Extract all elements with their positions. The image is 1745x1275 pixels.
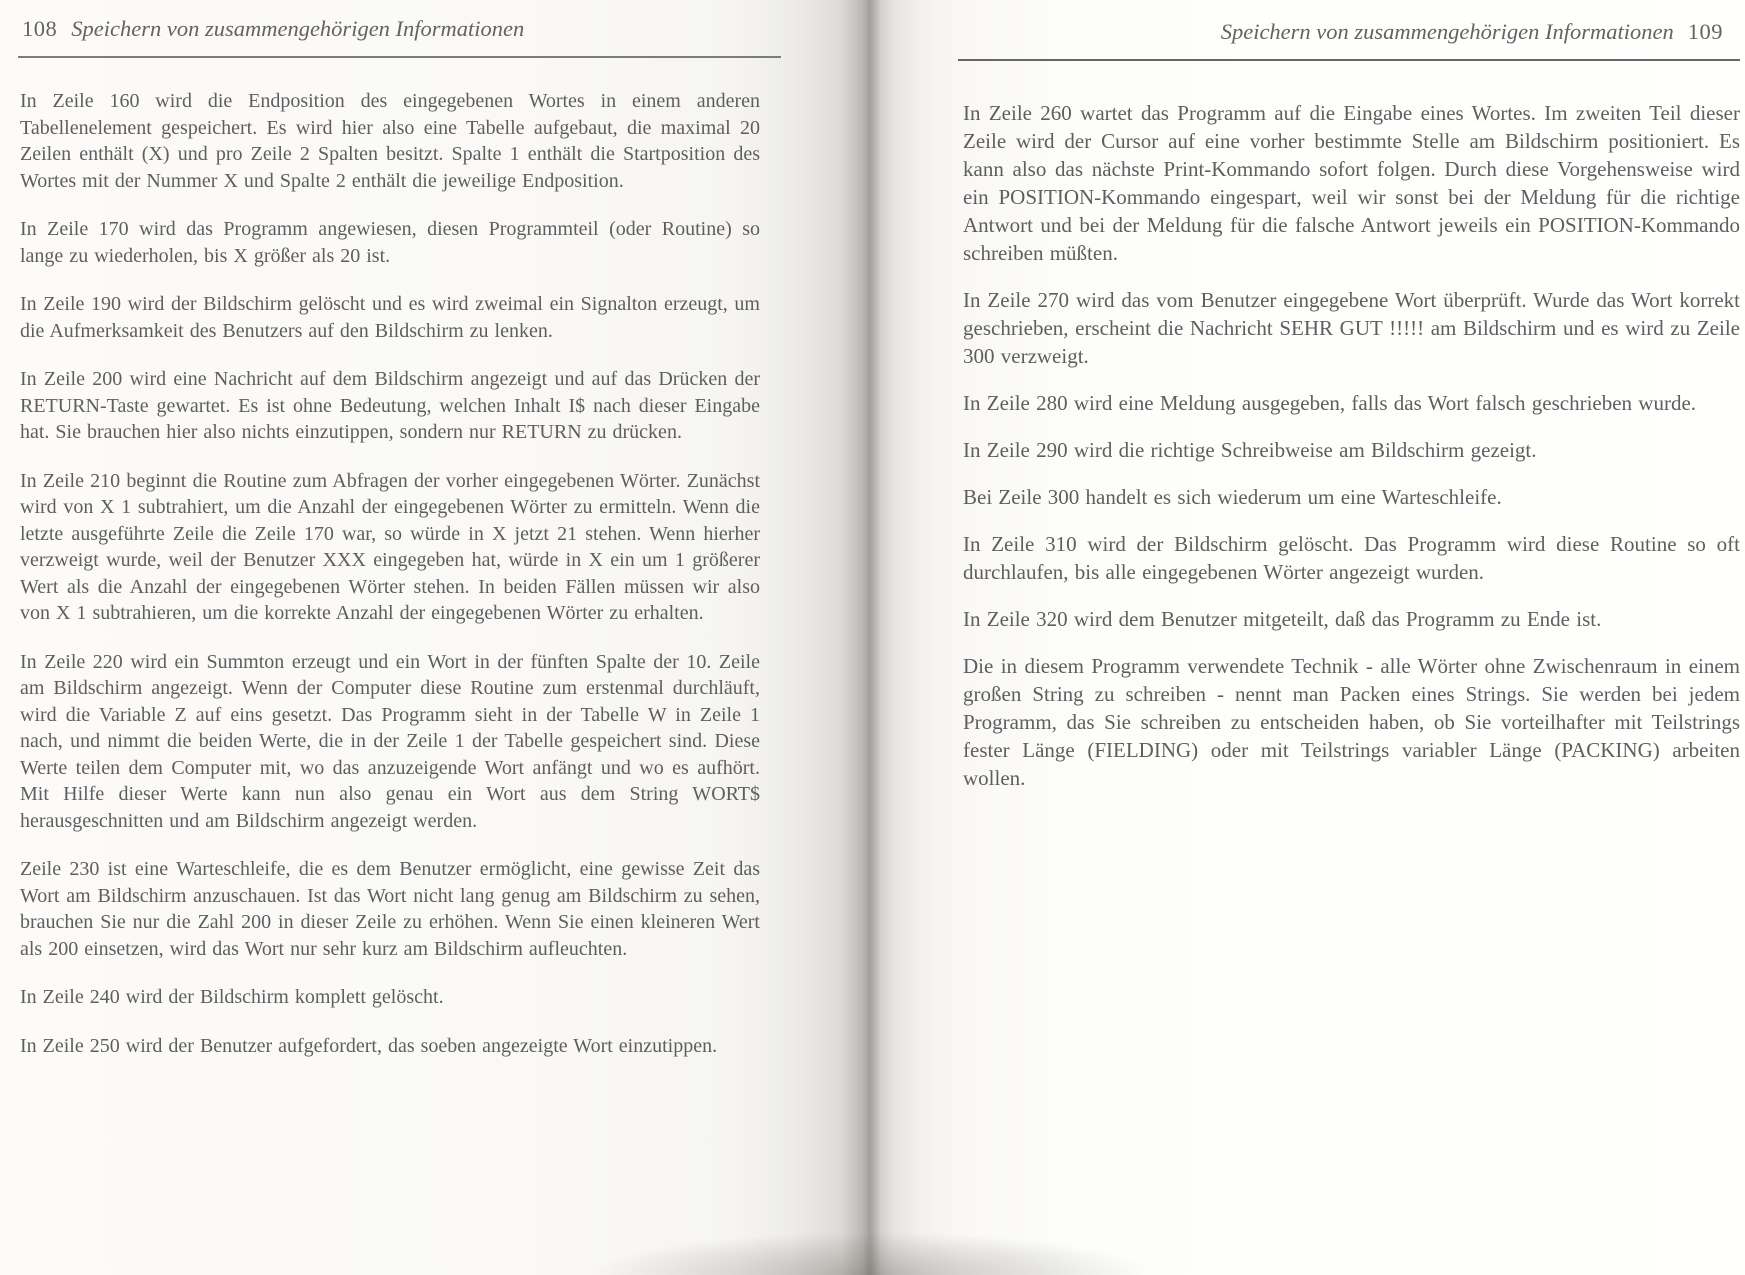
paragraph: In Zeile 160 wird die Endposition des eingegebenen Wortes in einem anderen Tabellenelement gespeichert. Es wird hier also eine Tabelle aufgebaut, die maximal 20 Zeilen enthält (X) und pro Zeile 2 Spalten besitzt. Spalte 1 enthält die Startposition des Wortes mit der Nummer X und Spalte 2 enthält die jeweilige Endposition. — [20, 90, 760, 192]
paragraph: Zeile 230 ist eine Warteschleife, die es dem Benutzer ermöglicht, eine gewisse Zeit das Wort am Bildschirm anzuschauen. Ist das Wort nicht lang genug am Bildschirm zu sehen, brauchen Sie nur die Zahl 200 in dieser Zeile zu erhöhen. Wenn Sie einen kleineren Wert als 200 einsetzen, wird das Wort nur sehr kurz am Bildschirm aufleuchten. — [20, 858, 760, 960]
paragraph: In Zeile 280 wird eine Meldung ausgegeben, falls das Wort falsch geschrieben wurde. — [963, 391, 1697, 415]
page-number-left: 108 — [22, 16, 58, 41]
paragraph: In Zeile 170 wird das Programm angewiesen, diesen Programmteil (oder Routine) so lange zu wiederholen, bis X größer als 20 ist. — [20, 218, 760, 267]
running-title-left: Speichern von zusammengehörigen Informationen — [71, 16, 525, 41]
running-title-right: Speichern von zusammengehörigen Informationen — [1220, 19, 1674, 44]
header-rule-left — [18, 56, 781, 58]
paragraph: Bei Zeile 300 handelt es sich wiederum um eine Warteschleife. — [963, 485, 1502, 509]
paragraph: Die in diesem Programm verwendete Technik - alle Wörter ohne Zwischenraum in einem großen String zu schreiben - nennt man Packen eines Strings. Sie werden bei jedem Programm, das Sie schreiben zu entscheiden haben, ob Sie vorteilhafter mit Teilstrings fester Länge (FIELDING) oder mit Teilstrings variabler Länge (PACKING) arbeiten wollen. — [963, 654, 1740, 790]
paragraph: In Zeile 290 wird die richtige Schreibweise am Bildschirm gezeigt. — [963, 438, 1537, 462]
paragraph: In Zeile 320 wird dem Benutzer mitgeteilt, daß das Programm zu Ende ist. — [963, 607, 1602, 631]
paragraph: In Zeile 310 wird der Bildschirm gelöscht. Das Programm wird diese Routine so oft durchlaufen, bis alle eingegebenen Wörter angezeigt wurden. — [963, 532, 1740, 584]
paragraph: In Zeile 210 beginnt die Routine zum Abfragen der vorher eingegebenen Wörter. Zunächst wird von X 1 subtrahiert, um die Anzahl der eingegebenen Wörter zu ermitteln. Wenn die letzte ausgeführte Zeile die Zeile 170 war, so würde in X jetzt 21 stehen. Wenn hierher verzweigt wurde, weil der Benutzer XXX eingegeben hat, würde in X ein um 1 größerer Wert als die Anzahl der eingegebenen Wörter stehen. In beiden Fällen müssen wir also von X 1 subtrahieren, um die korrekte Anzahl der eingegebenen Wörter zu erhalten. — [20, 469, 760, 624]
paragraph: In Zeile 240 wird der Bildschirm komplett gelöscht. — [20, 986, 444, 1008]
paragraph: In Zeile 250 wird der Benutzer aufgefordert, das soeben angezeigte Wort einzutippen. — [20, 1034, 718, 1057]
paragraph: In Zeile 200 wird eine Nachricht auf dem Bildschirm angezeigt und auf das Drücken der RETURN-Taste gewartet. Es ist ohne Bedeutung, welchen Inhalt I$ nach dieser Eingabe hat. Sie brauchen hier also nichts einzutippen, sondern nur RETURN zu drücken. — [20, 368, 760, 443]
paragraph: In Zeile 190 wird der Bildschirm gelöscht und es wird zweimal ein Signalton erzeugt, um die Aufmerksamkeit des Benutzers auf den Bildschirm zu lenken. — [20, 293, 760, 342]
gutter-shadow — [480, 1205, 1260, 1275]
page-number-right: 109 — [1687, 19, 1723, 44]
left-page-body — [20, 88, 760, 1081]
header-rule-right — [958, 59, 1740, 61]
page-header-right — [1221, 19, 1723, 45]
paragraph: In Zeile 220 wird ein Summton erzeugt und ein Wort in der fünften Spalte der 10. Zeile am Bildschirm angezeigt. Wenn der Computer diese Routine zum erstenmal durchläuft, wird die Variable Z auf eins gesetzt. Das Programm sieht in der Tabelle W in Zeile 1 nach, und nimmt die beiden Werte, die in der Zeile 1 der Tabelle gespeichert sind. Diese Werte teilen dem Computer mit, wo das anzuzeigende Wort anfängt und wo es aufhört. Mit Hilfe dieser Werte kann nun also genau ein Wort aus dem String WORT$ herausgeschnitten und am Bildschirm angezeigt werden. — [20, 650, 760, 832]
right-page-body — [963, 99, 1740, 811]
paragraph: In Zeile 270 wird das vom Benutzer eingegebene Wort überprüft. Wurde das Wort korrekt geschrieben, erscheint die Nachricht SEHR GUT !!!!! am Bildschirm und es wird zu Zeile 300 verzweigt. — [963, 288, 1740, 368]
paragraph: In Zeile 260 wartet das Programm auf die Eingabe eines Wortes. Im zweiten Teil dieser Zeile wird der Cursor auf eine vorher bestimmte Stelle am Bildschirm positioniert. Es kann also das nächste Print-Kommando sofort folgen. Durch diese Vorgehensweise wird ein POSITION-Kommando eingespart, weil wir sonst bei der Meldung für die richtige Antwort und bei der Meldung für die falsche Antwort jeweils ein POSITION-Kommando schreiben müßten. — [963, 101, 1740, 265]
page-header-left — [22, 16, 524, 42]
